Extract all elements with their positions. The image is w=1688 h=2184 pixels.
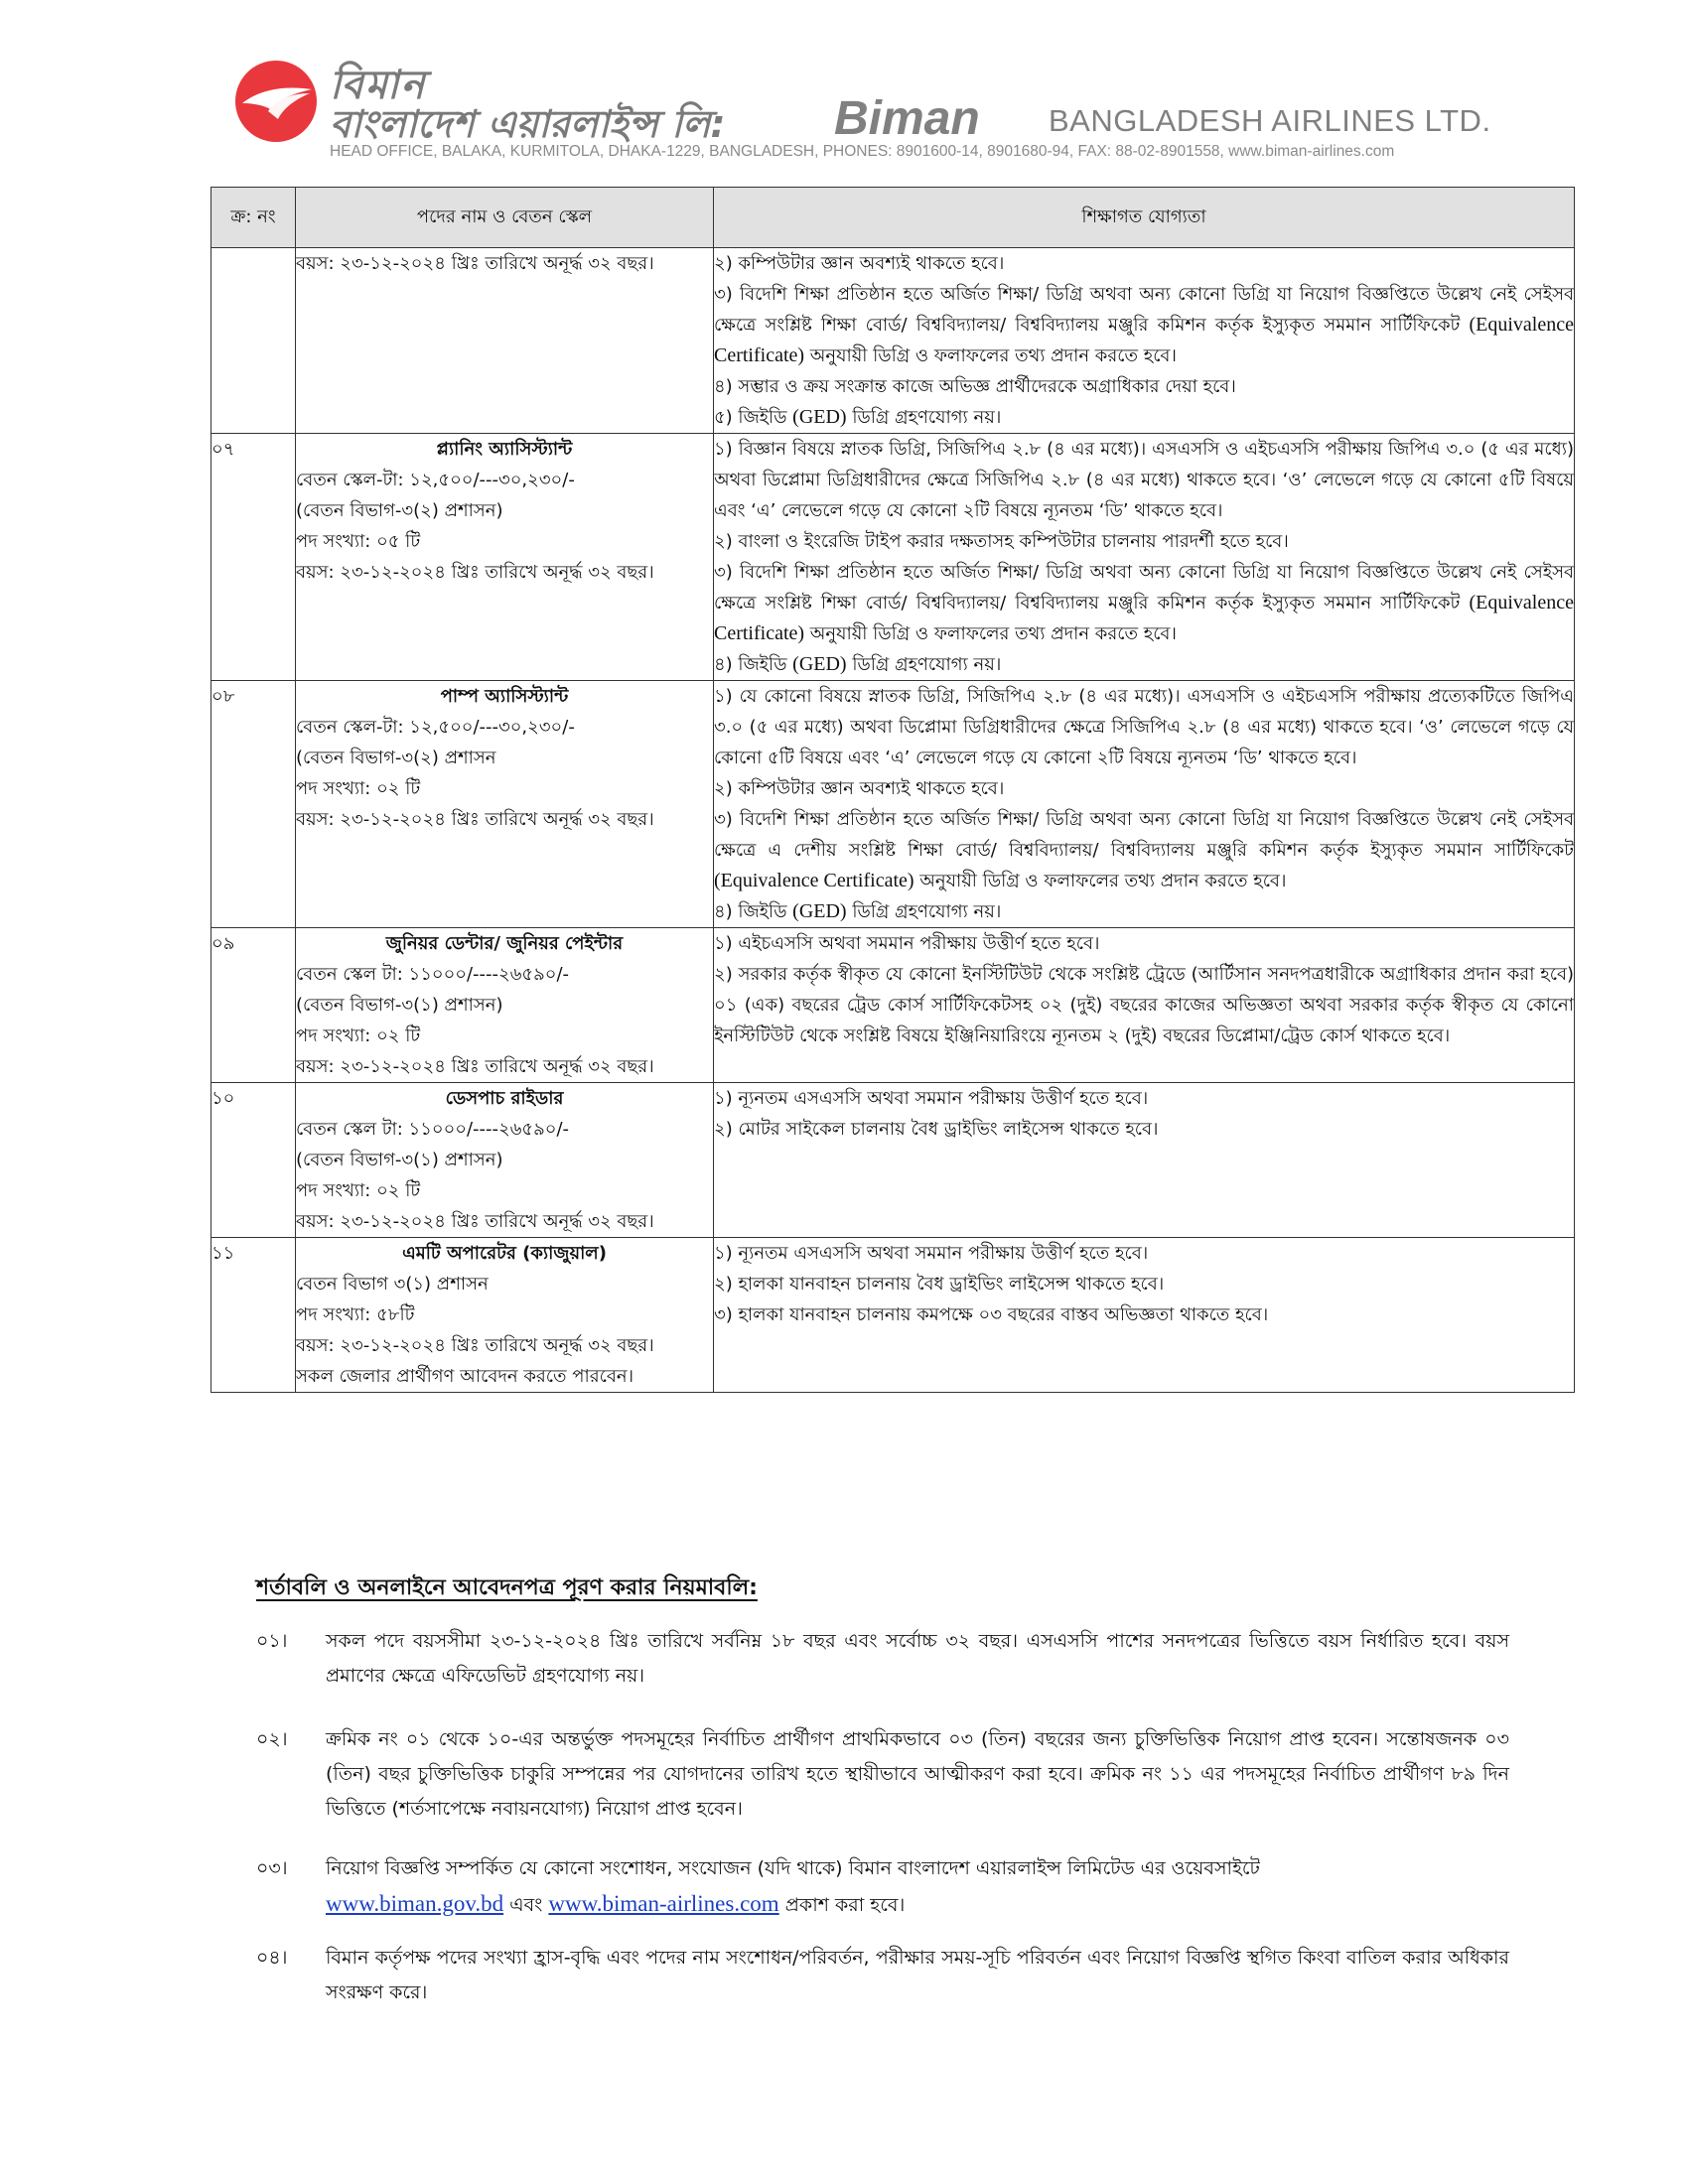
qualification-item: ১) যে কোনো বিষয়ে স্নাতক ডিগ্রি, সিজিপিএ ২.৮ (৪ এর মধ্যে)। এসএসসি ও এইচএসসি পরীক্ষায় প্রত্যেকটিতে জিপিএ ৩.০ (৫ এর মধ্যে) অথবা ডিপ্লোমা ডিগ্রিধারীদের ক্ষেত্রে সিজিপিএ ২.৮ (৪ এর মধ্যে) থাকতে হবে। ‘ও’ লেভেলে গড়ে যে কোনো ৫টি বিষয়ে এবং ‘এ’ লেভেলে গড়ে যে কোনো ২টি বিষয়ে ন্যূনতম ‘ডি’ থাকতে হবে। <box>714 686 1574 768</box>
post-title: জুনিয়র ডেন্টার/ জুনিয়র পেইন্টার <box>385 933 624 954</box>
post-detail-line: বয়স: ২৩-১২-২০২৪ খ্রিঃ তারিখে অনূর্দ্ধ ৩২ বছর। <box>296 253 654 274</box>
qualification-item: ২) হালকা যানবাহন চালনায় বৈধ ড্রাইভিং লাইসেন্স থাকতে হবে। <box>714 1274 1165 1295</box>
qualification-cell <box>714 1238 1575 1393</box>
qualification-item: ৩) হালকা যানবাহন চালনায় কমপক্ষে ০৩ বছরের বাস্তব অভিজ্ঞতা থাকতে হবে। <box>714 1304 1269 1325</box>
qualification-item: ৩) বিদেশি শিক্ষা প্রতিষ্ঠান হতে অর্জিত শিক্ষা/ ডিগ্রি অথবা অন্য কোনো ডিগ্রি যা নিয়োগ বিজ্ঞপ্তিতে উল্লেখ নেই সেইসব ক্ষেত্রে এ দেশীয় সংশ্লিষ্ট শিক্ষা বোর্ড/ বিশ্ববিদ্যালয়/ বিশ্ববিদ্যালয় মঞ্জুরি কমিশন কর্তৃক ইস্যুকৃত সমমান সার্টিফিকেট (Equivalence Certificate) অনুযায়ী ডিগ্রি ও ফলাফলের তথ্য প্রদান করতে হবে। <box>714 809 1574 891</box>
bengali-name-line1: বিমান <box>330 63 427 108</box>
term-number: ০১। <box>256 1630 288 1652</box>
table-header-row <box>211 188 1575 248</box>
post-detail-line: বয়স: ২৩-১২-২০২৪ খ্রিঃ তারিখে অনূর্দ্ধ ৩২ বছর। <box>296 1211 654 1232</box>
table-row <box>211 1083 1575 1238</box>
qualification-item: ২) কম্পিউটার জ্ঞান অবশ্যই থাকতে হবে। <box>714 778 1005 799</box>
term-text-mid: এবং <box>509 1894 543 1916</box>
qualification-item: ২) বাংলা ও ইংরেজি টাইপ করার দক্ষতাসহ কম্পিউটার চালনায় পারদর্শী হতে হবে। <box>714 531 1289 552</box>
post-title: ডেসপাচ রাইডার <box>445 1088 564 1109</box>
table-row <box>211 434 1575 681</box>
post-title: এমটি অপারেটর (ক্যাজুয়াল) <box>402 1243 607 1264</box>
qualification-item: ১) ন্যূনতম এসএসসি অথবা সমমান পরীক্ষায় উত্তীর্ণ হতে হবে। <box>714 1088 1149 1109</box>
post-detail-line: সকল জেলার প্রার্থীগণ আবেদন করতে পারবেন। <box>296 1366 634 1387</box>
header-education: শিক্ষাগত যোগ্যতা <box>714 188 1575 248</box>
qualification-item: ১) বিজ্ঞান বিষয়ে স্নাতক ডিগ্রি, সিজিপিএ ২.৮ (৪ এর মধ্যে)। এসএসসি ও এইচএসসি পরীক্ষায় জিপিএ ৩.০ (৫ এর মধ্যে) অথবা ডিপ্লোমা ডিগ্রিধারীদের ক্ষেত্রে সিজিপিএ ২.৮ (৪ এর মধ্যে) থাকতে হবে। ‘ও’ লেভেলে গড়ে যে কোনো ৫টি বিষয়ে এবং ‘এ’ লেভেলে গড়ে যে কোনো ২টি বিষয়ে ন্যূনতম ‘ডি’ থাকতে হবে। <box>714 439 1574 521</box>
term-item <box>256 1941 1509 2010</box>
serial-cell: ১১ <box>211 1238 296 1393</box>
brand-name: Biman <box>834 92 980 145</box>
header-post: পদের নাম ও বেতন স্কেল <box>296 188 714 248</box>
term-item <box>256 1624 1509 1694</box>
post-detail-line: বয়স: ২৩-১২-২০২৪ খ্রিঃ তারিখে অনূর্দ্ধ ৩২ বছর। <box>296 1335 654 1356</box>
letterhead <box>234 52 1515 160</box>
post-cell <box>296 248 714 434</box>
post-detail-line: পদ সংখ্যা: ৫৮টি <box>296 1304 415 1325</box>
qualification-item: ৫) জিইডি (GED) ডিগ্রি গ্রহণযোগ্য নয়। <box>714 406 1002 428</box>
term-text: সকল পদে বয়সসীমা ২৩-১২-২০২৪ খ্রিঃ তারিখে সর্বনিম্ন ১৮ বছর এবং সর্বোচ্চ ৩২ বছর। এসএসসি পাশের সনদপত্রের ভিত্তিতে বয়স নির্ধারিত হবে। বয়স প্রমাণের ক্ষেত্রে এফিডেভিট গ্রহণযোগ্য নয়। <box>326 1630 1509 1687</box>
term-text: বিমান কর্তৃপক্ষ পদের সংখ্যা হ্রাস-বৃদ্ধি এবং পদের নাম সংশোধন/পরিবর্তন, পরীক্ষার সময়-সূচি পরিবর্তন এবং নিয়োগ বিজ্ঞপ্তি স্থগিত কিংবা বাতিল করার অধিকার সংরক্ষণ করে। <box>326 1947 1509 2003</box>
post-cell <box>296 1238 714 1393</box>
post-cell <box>296 434 714 681</box>
table-row <box>211 1238 1575 1393</box>
post-detail-line: বেতন স্কেল টা: ১১০০০/----২৬৫৯০/- <box>296 964 570 985</box>
term-item <box>256 1851 1509 1923</box>
qualification-item: ১) ন্যূনতম এসএসসি অথবা সমমান পরীক্ষায় উত্তীর্ণ হতে হবে। <box>714 1243 1149 1264</box>
qualification-cell <box>714 248 1575 434</box>
biman-gov-link[interactable]: www.biman.gov.bd <box>326 1891 504 1916</box>
qualification-cell <box>714 1083 1575 1238</box>
term-item <box>256 1722 1509 1827</box>
term-number: ০২। <box>256 1728 288 1750</box>
qualification-item: ২) মোটর সাইকেল চালনায় বৈধ ড্রাইভিং লাইসেন্স থাকতে হবে। <box>714 1119 1159 1140</box>
serial-cell: ০৮ <box>211 681 296 928</box>
qualification-cell <box>714 928 1575 1083</box>
post-detail-line: বয়স: ২৩-১২-২০২৪ খ্রিঃ তারিখে অনূর্দ্ধ ৩২ বছর। <box>296 809 654 830</box>
qualification-item: ৩) বিদেশি শিক্ষা প্রতিষ্ঠান হতে অর্জিত শিক্ষা/ ডিগ্রি অথবা অন্য কোনো ডিগ্রি যা নিয়োগ বিজ্ঞপ্তিতে উল্লেখ নেই সেইসব ক্ষেত্রে সংশ্লিষ্ট শিক্ষা বোর্ড/ বিশ্ববিদ্যালয়/ বিশ্ববিদ্যালয় মঞ্জুরি কমিশন কর্তৃক ইস্যুকৃত সমমান সার্টিফিকেট (Equivalence Certificate) অনুযায়ী ডিগ্রি ও ফলাফলের তথ্য প্রদান করতে হবে। <box>714 284 1574 366</box>
table-row <box>211 681 1575 928</box>
qualification-item: ৪) জিইডি (GED) ডিগ্রি গ্রহণযোগ্য নয়। <box>714 900 1002 922</box>
qualification-item: ১) এইচএসসি অথবা সমমান পরীক্ষায় উত্তীর্ণ হতে হবে। <box>714 933 1100 954</box>
table-row <box>211 248 1575 434</box>
qualification-item: ২) সরকার কর্তৃক স্বীকৃত যে কোনো ইনস্টিটিউট থেকে সংশ্লিষ্ট ট্রেডে (আর্টিসান সনদপত্রধারীকে অগ্রাধিকার প্রদান করা হবে) ০১ (এক) বছরের ট্রেড কোর্স সার্টিফিকেটসহ ০২ (দুই) বছরের কাজের অভিজ্ঞতা অথবা সরকার কর্তৃক স্বীকৃত যে কোনো ইনস্টিটিউট থেকে সংশ্লিষ্ট বিষয়ে ইঞ্জিনিয়ারিংয়ে ন্যূনতম ২ (দুই) বছরের ডিপ্লোমা/ট্রেড কোর্স থাকতে হবে। <box>714 964 1574 1046</box>
post-detail-line: পদ সংখ্যা: ০২ টি <box>296 1025 421 1046</box>
term-text-before: নিয়োগ বিজ্ঞপ্তি সম্পর্কিত যে কোনো সংশোধন, সংযোজন (যদি থাকে) বিমান বাংলাদেশ এয়ারলাইন্স লিমিটেড এর ওয়েবসাইটে <box>326 1857 1260 1879</box>
post-title: পাম্প অ্যাসিস্ট্যান্ট <box>440 686 569 707</box>
qualification-item: ২) কম্পিউটার জ্ঞান অবশ্যই থাকতে হবে। <box>714 253 1005 274</box>
term-text: ক্রমিক নং ০১ থেকে ১০-এর অন্তর্ভুক্ত পদসমূহের নির্বাচিত প্রার্থীগণ প্রাথমিকভাবে ০৩ (তিন) বছরের জন্য চুক্তিভিত্তিক নিয়োগ প্রাপ্ত হবেন। সন্তোষজনক ০৩ (তিন) বছর চুক্তিভিত্তিক চাকুরি সম্পন্নের পর যোগদানের তারিখ হতে স্থায়ীভাবে আত্মীকরণ করা হবে। ক্রমিক নং ১১ এর পদসমূহের নির্বাচিত প্রার্থীগণ ৮৯ দিন ভিত্তিতে (শর্তসাপেক্ষে নবায়নযোগ্য) নিয়োগ প্রাপ্ত হবেন। <box>326 1728 1509 1820</box>
post-detail-line: (বেতন বিভাগ-৩(১) প্রশাসন) <box>296 1150 503 1170</box>
serial-cell <box>211 248 296 434</box>
post-detail-line: (বেতন বিভাগ-৩(২) প্রশাসন <box>296 748 496 768</box>
brand-subtitle: BANGLADESH AIRLINES LTD. <box>1049 103 1491 138</box>
post-detail-line: বেতন স্কেল-টা: ১২,৫০০/---৩০,২৩০/- <box>296 470 575 490</box>
table-row <box>211 928 1575 1083</box>
post-title: প্ল্যানিং অ্যাসিস্ট্যান্ট <box>436 439 573 460</box>
biman-airlines-link[interactable]: www.biman-airlines.com <box>548 1891 779 1916</box>
job-table <box>211 187 1575 1393</box>
qualification-item: ৪) সম্ভার ও ক্রয় সংক্রান্ত কাজে অভিজ্ঞ প্রার্থীদেরকে অগ্রাধিকার দেয়া হবে। <box>714 376 1236 397</box>
post-detail-line: পদ সংখ্যা: ০২ টি <box>296 1180 421 1201</box>
post-detail-line: বেতন স্কেল-টা: ১২,৫০০/---৩০,২৩০/- <box>296 717 575 738</box>
post-detail-line: (বেতন বিভাগ-৩(১) প্রশাসন) <box>296 995 503 1016</box>
post-cell <box>296 928 714 1083</box>
post-detail-line: বেতন স্কেল টা: ১১০০০/----২৬৫৯০/- <box>296 1119 570 1140</box>
bengali-name-line2: বাংলাদেশ এয়ারলাইন্স লি: <box>330 102 726 146</box>
terms-title: শর্তাবলি ও অনলাইনে আবেদনপত্র পূরণ করার নিয়মাবলি: <box>256 1575 758 1600</box>
post-cell <box>296 1083 714 1238</box>
qualification-item: ৪) জিইডি (GED) ডিগ্রি গ্রহণযোগ্য নয়। <box>714 653 1002 675</box>
post-detail-line: পদ সংখ্যা: ০৫ টি <box>296 531 421 552</box>
head-office-address: HEAD OFFICE, BALAKA, KURMITOLA, DHAKA-1229, BANGLADESH, PHONES: 8901600-14, 8901680-94, FAX: 88-02-8901558, www.biman-airlines.com <box>330 143 1395 160</box>
qualification-cell <box>714 434 1575 681</box>
term-number: ০৪। <box>256 1947 288 1969</box>
term-text-after: প্রকাশ করা হবে। <box>784 1894 906 1916</box>
serial-cell: ১০ <box>211 1083 296 1238</box>
post-detail-line: বয়স: ২৩-১২-২০২৪ খ্রিঃ তারিখে অনূর্দ্ধ ৩২ বছর। <box>296 562 654 583</box>
serial-cell: ০৯ <box>211 928 296 1083</box>
qualification-cell <box>714 681 1575 928</box>
post-detail-line: (বেতন বিভাগ-৩(২) প্রশাসন) <box>296 500 503 521</box>
biman-logo-icon <box>234 60 318 143</box>
header-serial: ক্র: নং <box>211 188 296 248</box>
post-detail-line: বেতন বিভাগ ৩(১) প্রশাসন <box>296 1274 489 1295</box>
post-cell <box>296 681 714 928</box>
qualification-item: ৩) বিদেশি শিক্ষা প্রতিষ্ঠান হতে অর্জিত শিক্ষা/ ডিগ্রি অথবা অন্য কোনো ডিগ্রি যা নিয়োগ বিজ্ঞপ্তিতে উল্লেখ নেই সেইসব ক্ষেত্রে সংশ্লিষ্ট শিক্ষা বোর্ড/ বিশ্ববিদ্যালয়/ বিশ্ববিদ্যালয় মঞ্জুরি কমিশন কর্তৃক ইস্যুকৃত সমমান সার্টিফিকেট (Equivalence Certificate) অনুযায়ী ডিগ্রি ও ফলাফলের তথ্য প্রদান করতে হবে। <box>714 562 1574 644</box>
post-detail-line: বয়স: ২৩-১২-২০২৪ খ্রিঃ তারিখে অনূর্দ্ধ ৩২ বছর। <box>296 1056 654 1077</box>
term-number: ০৩। <box>256 1857 288 1879</box>
post-detail-line: পদ সংখ্যা: ০২ টি <box>296 778 421 799</box>
term-text <box>326 1851 1509 1923</box>
serial-cell: ০৭ <box>211 434 296 681</box>
